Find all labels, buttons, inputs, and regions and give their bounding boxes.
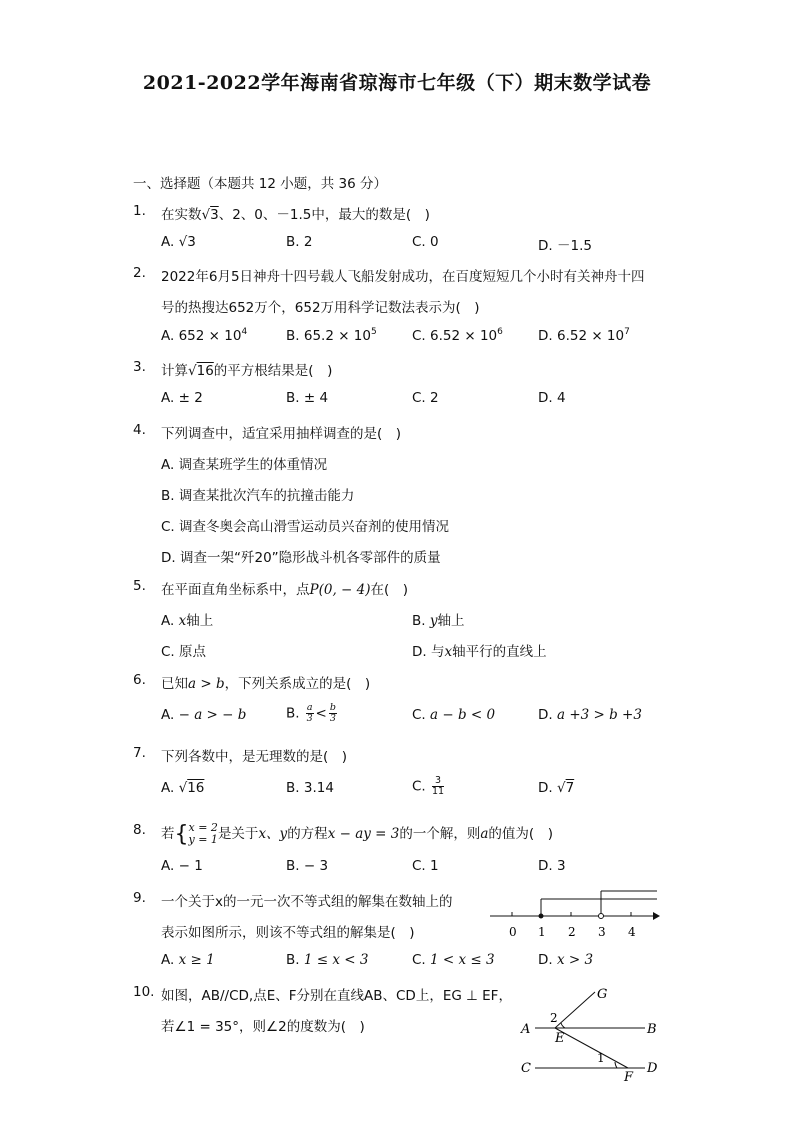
question-stem: 在平面直角坐标系中，点P(0, − 4)在( ) xyxy=(161,582,409,598)
option-c[interactable]: C. $\frac{3}{11}$ xyxy=(412,775,445,797)
tick-label-4: 4 xyxy=(628,925,636,939)
option-d[interactable]: D. －1.5 xyxy=(538,238,592,254)
option-a[interactable]: A. − a > − b xyxy=(161,707,247,723)
question-stem: 下列各数中，是无理数的是( ) xyxy=(161,749,348,765)
angle-2-arc xyxy=(561,1023,565,1028)
question-stem-line2: 表示如图所示，则该不等式组的解集是( ) xyxy=(161,925,415,941)
question-stem: 在实数√3、2、0、－1.5中，最大的数是( ) xyxy=(161,207,430,223)
question-stem-line1: 一个关于x的一元一次不等式组的解集在数轴上的 xyxy=(161,894,453,910)
option-c[interactable]: C. a − b < 0 xyxy=(412,707,496,723)
option-c[interactable]: C. 1 xyxy=(412,858,439,874)
option-a[interactable]: A. √3 xyxy=(161,234,196,250)
option-b[interactable]: B. 2 xyxy=(286,234,313,250)
label-d: D xyxy=(647,1061,658,1076)
option-c[interactable]: C. 1 < x ≤ 3 xyxy=(412,952,495,968)
label-b: B xyxy=(647,1022,657,1037)
option-d[interactable]: D. a +3 > b +3 xyxy=(538,707,642,723)
open-dot xyxy=(599,914,604,919)
tick-label-3: 3 xyxy=(598,925,606,939)
question-stem-line2: 号的热搜达652万个，652万用科学记数法表示为( ) xyxy=(161,300,480,316)
option-b[interactable]: B. y轴上 xyxy=(412,613,465,629)
option-a[interactable]: A. − 1 xyxy=(161,858,203,874)
option-a[interactable]: A. √16 xyxy=(161,780,205,796)
section-heading: 一、选择题（本题共 12 小题，共 36 分） xyxy=(133,176,388,192)
option-d[interactable]: D. 与x轴平行的直线上 xyxy=(412,644,547,660)
question-number: 10. xyxy=(133,984,155,1000)
angle-1-arc xyxy=(615,1062,617,1068)
option-b[interactable]: B. ± 4 xyxy=(286,390,329,406)
label-angle-2: 2 xyxy=(550,1011,558,1025)
option-a[interactable]: A. 调查某班学生的体重情况 xyxy=(161,457,328,473)
question-stem-line2: 若∠1 = 35°，则∠2的度数为( ) xyxy=(161,1019,365,1035)
segment-ef xyxy=(555,1028,628,1068)
question-number: 5. xyxy=(133,578,146,594)
option-a[interactable]: A. ± 2 xyxy=(161,390,203,406)
question-number: 7. xyxy=(133,745,146,761)
option-c[interactable]: C. $6.52 \times 10^6$ xyxy=(412,327,503,344)
tick-label-1: 1 xyxy=(538,925,546,939)
question-number: 6. xyxy=(133,672,146,688)
option-a[interactable]: A. x ≥ 1 xyxy=(161,952,215,968)
question-stem: 已知a > b，下列关系成立的是( ) xyxy=(161,676,371,692)
option-b[interactable]: B. − 3 xyxy=(286,858,329,874)
label-c: C xyxy=(521,1061,531,1076)
option-a[interactable]: A. x轴上 xyxy=(161,613,214,629)
option-a[interactable]: A. $652 \times 10^4$ xyxy=(161,327,248,344)
question-stem: 计算√16的平方根结果是( ) xyxy=(161,363,333,379)
option-b[interactable]: B. 3.14 xyxy=(286,780,334,796)
closed-dot xyxy=(539,914,544,919)
option-d[interactable]: D. $6.52 \times 10^7$ xyxy=(538,327,630,344)
option-b[interactable]: B. $\frac{a}{3}$ < $\frac{b}{3}$ xyxy=(286,702,336,724)
number-line-figure xyxy=(485,885,660,943)
tick-label-0: 0 xyxy=(509,925,517,939)
option-b[interactable]: B. $65.2 \times 10^5$ xyxy=(286,327,377,344)
option-c[interactable]: C. 0 xyxy=(412,234,439,250)
option-c[interactable]: C. 调查冬奥会高山滑雪运动员兴奋剂的使用情况 xyxy=(161,519,450,535)
label-angle-1: 1 xyxy=(597,1051,605,1065)
question-stem: 若{ x = 2 y = 1 是关于x、y的方程x − ay = 3的一个解，则a的值为( ) xyxy=(161,821,553,847)
option-d[interactable]: D. 4 xyxy=(538,390,566,406)
label-e: E xyxy=(555,1031,565,1046)
option-d[interactable]: D. √7 xyxy=(538,780,575,796)
option-b[interactable]: B. 1 ≤ x < 3 xyxy=(286,952,369,968)
label-g: G xyxy=(597,987,608,1002)
arrow-head-icon xyxy=(653,912,660,920)
option-c[interactable]: C. 原点 xyxy=(161,644,207,660)
option-d[interactable]: D. 3 xyxy=(538,858,566,874)
ray-eg xyxy=(555,992,595,1028)
option-b[interactable]: B. 调查某批次汽车的抗撞击能力 xyxy=(161,488,355,504)
page-title: 2021-2022学年海南省琼海市七年级（下）期末数学试卷 xyxy=(142,72,652,94)
option-d[interactable]: D. x > 3 xyxy=(538,952,594,968)
label-f: F xyxy=(624,1070,634,1082)
question-stem-line1: 如图，AB//CD,点E、F分别在直线AB、CD上，EG ⊥ EF， xyxy=(161,988,512,1004)
option-c[interactable]: C. 2 xyxy=(412,390,439,406)
question-stem: 下列调查中，适宜采用抽样调查的是( ) xyxy=(161,426,402,442)
option-d[interactable]: D. 调查一架“歼20”隐形战斗机各零部件的质量 xyxy=(161,550,441,566)
question-number: 1. xyxy=(133,203,146,219)
question-number: 4. xyxy=(133,422,146,438)
label-a: A xyxy=(521,1022,531,1037)
question-number: 2. xyxy=(133,265,146,281)
tick-label-2: 2 xyxy=(568,925,576,939)
question-number: 8. xyxy=(133,822,146,838)
question-number: 9. xyxy=(133,890,146,906)
question-stem-line1: 2022年6月5日神舟十四号载人飞船发射成功，在百度短短几个小时有关神舟十四 xyxy=(161,269,645,285)
geometry-figure xyxy=(515,982,665,1082)
question-number: 3. xyxy=(133,359,146,375)
